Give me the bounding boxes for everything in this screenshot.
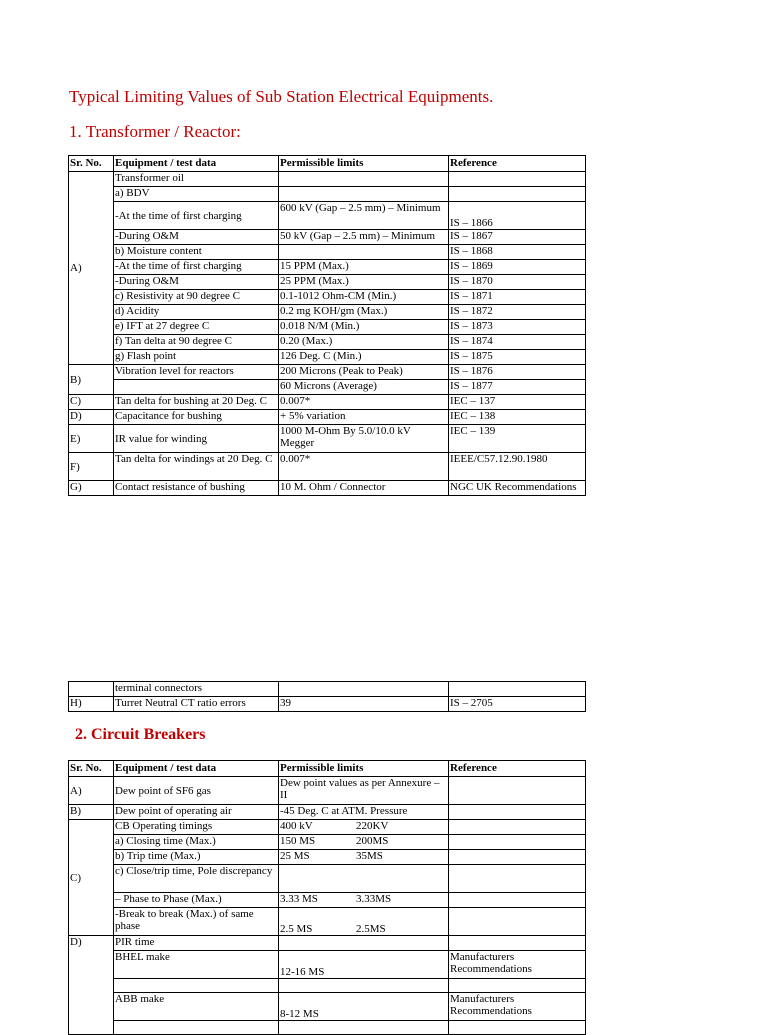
table-row bbox=[69, 305, 586, 320]
table-row bbox=[69, 260, 586, 275]
limit-cell: 15 PPM (Max.) bbox=[279, 260, 449, 275]
equipment-cell: -Break to break (Max.) of same phase bbox=[114, 908, 279, 936]
header-sr-no: Sr. No. bbox=[69, 761, 114, 777]
limit-cell: + 5% variation bbox=[279, 410, 449, 425]
sr-no-cell: G) bbox=[69, 481, 114, 496]
equipment-cell: Vibration level for reactors bbox=[114, 365, 279, 380]
equipment-cell: Dew point of operating air bbox=[114, 805, 279, 820]
reference-cell bbox=[449, 682, 586, 697]
equipment-cell bbox=[114, 380, 279, 395]
sr-no-cell: D) bbox=[69, 936, 114, 1035]
table-row bbox=[69, 993, 586, 1021]
limit-cell bbox=[279, 850, 449, 865]
limit-cell bbox=[279, 865, 449, 893]
equipment-cell: c) Resistivity at 90 degree C bbox=[114, 290, 279, 305]
limit-cell: 0.20 (Max.) bbox=[279, 335, 449, 350]
limit-220kv: 220KV bbox=[356, 820, 389, 832]
table-row bbox=[69, 320, 586, 335]
table-row bbox=[69, 908, 586, 936]
table-row bbox=[69, 865, 586, 893]
limit-cell bbox=[279, 979, 449, 993]
limit-220kv: 3.33MS bbox=[356, 893, 392, 905]
table-row bbox=[69, 850, 586, 865]
table-row bbox=[69, 425, 586, 453]
reference-cell bbox=[449, 1021, 586, 1035]
table-row bbox=[69, 1021, 586, 1035]
limit-220kv: 200MS bbox=[356, 835, 389, 847]
limit-cell bbox=[279, 893, 449, 908]
table-row bbox=[69, 936, 586, 951]
reference-cell: Manufacturers Recommendations bbox=[449, 993, 586, 1021]
equipment-cell: b) Trip time (Max.) bbox=[114, 850, 279, 865]
reference-cell bbox=[449, 893, 586, 908]
limit-cell: 60 Microns (Average) bbox=[279, 380, 449, 395]
table-row bbox=[69, 202, 586, 230]
equipment-cell: e) IFT at 27 degree C bbox=[114, 320, 279, 335]
sr-no-cell: C) bbox=[69, 820, 114, 936]
reference-cell: IS – 1877 bbox=[449, 380, 586, 395]
limit-400kv: 400 kV bbox=[280, 820, 313, 832]
table-row bbox=[69, 820, 586, 835]
equipment-cell bbox=[114, 1021, 279, 1035]
reference-cell: IEC – 138 bbox=[449, 410, 586, 425]
table-header-row bbox=[69, 156, 586, 172]
document-title: Typical Limiting Values of Sub Station Electrical Equipments. bbox=[69, 87, 494, 106]
limit-cell: 12-16 MS bbox=[279, 951, 449, 979]
equipment-cell: a) BDV bbox=[114, 187, 279, 202]
equipment-cell: -During O&M bbox=[114, 230, 279, 245]
limit-cell: 0.007* bbox=[279, 453, 449, 481]
table-row bbox=[69, 682, 586, 697]
limit-400kv: 25 MS bbox=[280, 850, 310, 862]
limit-cell bbox=[279, 1021, 449, 1035]
equipment-cell: PIR time bbox=[114, 936, 279, 951]
header-permissible-limits: Permissible limits bbox=[279, 761, 449, 777]
reference-cell: Manufacturers Recommendations bbox=[449, 951, 586, 979]
table-row bbox=[69, 365, 586, 380]
reference-cell bbox=[449, 777, 586, 805]
table-row bbox=[69, 805, 586, 820]
reference-cell bbox=[449, 820, 586, 835]
header-permissible-limits: Permissible limits bbox=[279, 156, 449, 172]
reference-cell bbox=[449, 908, 586, 936]
table-row bbox=[69, 187, 586, 202]
sr-no-cell: H) bbox=[69, 697, 114, 712]
reference-cell bbox=[449, 172, 586, 187]
reference-cell: IS – 1874 bbox=[449, 335, 586, 350]
table-row bbox=[69, 453, 586, 481]
table-row bbox=[69, 410, 586, 425]
limit-cell bbox=[279, 936, 449, 951]
table-row bbox=[69, 979, 586, 993]
limit-cell bbox=[279, 187, 449, 202]
reference-cell bbox=[449, 979, 586, 993]
reference-cell: IS – 1870 bbox=[449, 275, 586, 290]
reference-cell: IS – 1873 bbox=[449, 320, 586, 335]
table-row bbox=[69, 777, 586, 805]
limit-cell: 0.2 mg KOH/gm (Max.) bbox=[279, 305, 449, 320]
limit-cell: 39 bbox=[279, 697, 449, 712]
limit-cell: 0.1-1012 Ohm-CM (Min.) bbox=[279, 290, 449, 305]
limit-cell: 10 M. Ohm / Connector bbox=[279, 481, 449, 496]
equipment-cell: ABB make bbox=[114, 993, 279, 1021]
table-row bbox=[69, 835, 586, 850]
limit-cell: 1000 M-Ohm By 5.0/10.0 kV Megger bbox=[279, 425, 449, 453]
equipment-cell: BHEL make bbox=[114, 951, 279, 979]
reference-cell: IS – 1869 bbox=[449, 260, 586, 275]
reference-cell bbox=[449, 865, 586, 893]
equipment-cell: Turret Neutral CT ratio errors bbox=[114, 697, 279, 712]
equipment-cell: g) Flash point bbox=[114, 350, 279, 365]
equipment-cell: -At the time of first charging bbox=[114, 260, 279, 275]
table-row bbox=[69, 893, 586, 908]
limit-cell bbox=[279, 172, 449, 187]
reference-cell: IS – 1868 bbox=[449, 245, 586, 260]
reference-cell: IS – 2705 bbox=[449, 697, 586, 712]
equipment-cell: – Phase to Phase (Max.) bbox=[114, 893, 279, 908]
equipment-cell: d) Acidity bbox=[114, 305, 279, 320]
reference-cell bbox=[449, 936, 586, 951]
table-row bbox=[69, 481, 586, 496]
reference-cell: IS – 1875 bbox=[449, 350, 586, 365]
table-row bbox=[69, 395, 586, 410]
sr-no-cell bbox=[69, 682, 114, 697]
equipment-cell: Tan delta for windings at 20 Deg. C bbox=[114, 453, 279, 481]
reference-cell: IS – 1866 bbox=[449, 202, 586, 230]
circuit-breaker-limits-table bbox=[68, 760, 586, 1035]
limit-cell: 50 kV (Gap – 2.5 mm) – Minimum bbox=[279, 230, 449, 245]
limit-cell: 25 PPM (Max.) bbox=[279, 275, 449, 290]
limit-cell bbox=[279, 908, 449, 936]
reference-cell: IS – 1867 bbox=[449, 230, 586, 245]
limit-400kv: 2.5 MS bbox=[280, 923, 313, 935]
limit-400kv: 150 MS bbox=[280, 835, 316, 847]
reference-cell: NGC UK Recommendations bbox=[449, 481, 586, 496]
limit-cell: -45 Deg. C at ATM. Pressure bbox=[279, 805, 449, 820]
table-row bbox=[69, 275, 586, 290]
header-equipment: Equipment / test data bbox=[114, 761, 279, 777]
table-row bbox=[69, 697, 586, 712]
reference-cell: IS – 1872 bbox=[449, 305, 586, 320]
header-reference: Reference bbox=[449, 156, 586, 172]
limit-cell: 200 Microns (Peak to Peak) bbox=[279, 365, 449, 380]
reference-cell: IEEE/C57.12.90.1980 bbox=[449, 453, 586, 481]
equipment-cell: Tan delta for bushing at 20 Deg. C bbox=[114, 395, 279, 410]
sr-no-cell: F) bbox=[69, 453, 114, 481]
equipment-cell: f) Tan delta at 90 degree C bbox=[114, 335, 279, 350]
reference-cell: IEC – 139 bbox=[449, 425, 586, 453]
table-row bbox=[69, 172, 586, 187]
equipment-cell: Contact resistance of bushing bbox=[114, 481, 279, 496]
table-row bbox=[69, 380, 586, 395]
limit-cell: Dew point values as per Annexure – II bbox=[279, 777, 449, 805]
equipment-cell: a) Closing time (Max.) bbox=[114, 835, 279, 850]
limit-cell bbox=[279, 682, 449, 697]
table-row bbox=[69, 350, 586, 365]
limit-cell bbox=[279, 835, 449, 850]
limit-cell: 0.007* bbox=[279, 395, 449, 410]
limit-220kv: 35MS bbox=[356, 850, 383, 862]
reference-cell bbox=[449, 805, 586, 820]
limit-cell bbox=[279, 245, 449, 260]
equipment-cell: c) Close/trip time, Pole discrepancy bbox=[114, 865, 279, 893]
section-heading-transformer: 1. Transformer / Reactor: bbox=[69, 122, 241, 141]
equipment-cell: -At the time of first charging bbox=[114, 202, 279, 230]
header-sr-no: Sr. No. bbox=[69, 156, 114, 172]
reference-cell: IS – 1876 bbox=[449, 365, 586, 380]
sr-no-cell: A) bbox=[69, 172, 114, 365]
limit-cell: 600 kV (Gap – 2.5 mm) – Minimum bbox=[279, 202, 449, 230]
limit-cell: 0.018 N/M (Min.) bbox=[279, 320, 449, 335]
reference-cell bbox=[449, 187, 586, 202]
reference-cell: IEC – 137 bbox=[449, 395, 586, 410]
table-row bbox=[69, 245, 586, 260]
limit-cell: 126 Deg. C (Min.) bbox=[279, 350, 449, 365]
equipment-cell: Dew point of SF6 gas bbox=[114, 777, 279, 805]
sr-no-cell: B) bbox=[69, 365, 114, 395]
sr-no-cell: C) bbox=[69, 395, 114, 410]
table-row bbox=[69, 230, 586, 245]
section-heading-circuit-breakers: 2. Circuit Breakers bbox=[75, 726, 206, 743]
reference-cell bbox=[449, 835, 586, 850]
equipment-cell: terminal connectors bbox=[114, 682, 279, 697]
equipment-cell: IR value for winding bbox=[114, 425, 279, 453]
header-equipment: Equipment / test data bbox=[114, 156, 279, 172]
equipment-cell bbox=[114, 979, 279, 993]
limit-400kv: 3.33 MS bbox=[280, 893, 318, 905]
equipment-cell: Capacitance for bushing bbox=[114, 410, 279, 425]
transformer-limits-table-continued bbox=[68, 681, 586, 712]
reference-cell bbox=[449, 850, 586, 865]
sr-no-cell: E) bbox=[69, 425, 114, 453]
table-header-row bbox=[69, 761, 586, 777]
equipment-cell: b) Moisture content bbox=[114, 245, 279, 260]
sr-no-cell: A) bbox=[69, 777, 114, 805]
table-row bbox=[69, 951, 586, 979]
reference-cell: IS – 1871 bbox=[449, 290, 586, 305]
equipment-cell: CB Operating timings bbox=[114, 820, 279, 835]
sr-no-cell: B) bbox=[69, 805, 114, 820]
limit-220kv: 2.5MS bbox=[356, 923, 386, 935]
limit-cell bbox=[279, 820, 449, 835]
equipment-cell: -During O&M bbox=[114, 275, 279, 290]
header-reference: Reference bbox=[449, 761, 586, 777]
equipment-cell: Transformer oil bbox=[114, 172, 279, 187]
table-row bbox=[69, 290, 586, 305]
transformer-limits-table bbox=[68, 155, 586, 496]
table-row bbox=[69, 335, 586, 350]
sr-no-cell: D) bbox=[69, 410, 114, 425]
limit-cell: 8-12 MS bbox=[279, 993, 449, 1021]
